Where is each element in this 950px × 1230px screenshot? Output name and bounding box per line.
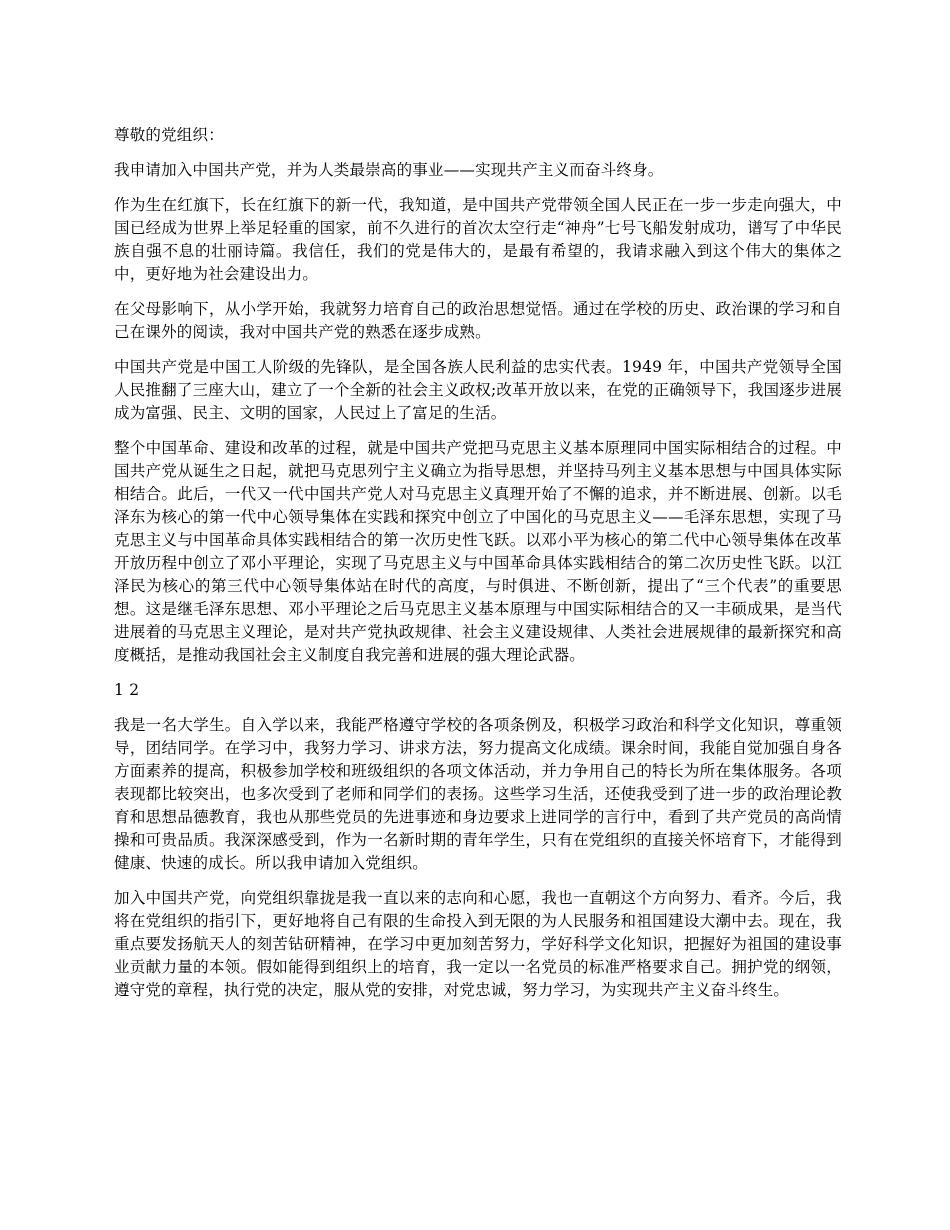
- paragraph-background: 作为生在红旗下，长在红旗下的新一代，我知道，是中国共产党带领全国人民正在一步一步走向强大，中国已经成为世界上举足轻重的国家，前不久进行的首次太空行走“神舟”七号飞船发射成功，谱写了中华民族自强不息的壮丽诗篇。我信任，我们的党是伟大的，是最有希望的，我请求融入到这个伟大的集体之中，更好地为社会建设出力。: [114, 196, 842, 283]
- salutation: 尊敬的党组织：: [114, 126, 224, 144]
- page-marker: 1 2: [114, 681, 140, 699]
- paragraph-commitment: 加入中国共产党，向党组织靠拢是我一直以来的志向和心愿，我也一直朝这个方向努力、看齐。今后，我将在党组织的指引下，更好地将自己有限的生命投入到无限的为人民服务和祖国建设大潮中去。现在，我重点要发扬航天人的刻苦钻研精神，在学习中更加刻苦努力，学好科学文化知识，把握好为祖国的建设事业贡献力量的本领。假如能得到组织上的培育，我一定以一名党员的标准严格要求自己。拥护党的纲领，遵守党的章程，执行党的决定，服从党的安排，对党忠诚，努力学习，为实现共产主义奋斗终生。: [114, 889, 842, 999]
- paragraph-upbringing: 在父母影响下，从小学开始，我就努力培育自己的政治思想觉悟。通过在学校的历史、政治课的学习和自己在课外的阅读，我对中国共产党的熟悉在逐步成熟。: [114, 300, 842, 341]
- document-body: [114, 124, 842, 1014]
- paragraph-party-history: 中国共产党是中国工人阶级的先锋队，是全国各族人民利益的忠实代表。1949 年，中国共产党领导全国人民推翻了三座大山，建立了一个全新的社会主义政权;改革开放以来，在党的正确领导下，我国逐步进展成为富强、民主、文明的国家，人民过上了富足的生活。: [114, 358, 842, 422]
- paragraph-theory: 整个中国革命、建设和改革的过程，就是中国共产党把马克思主义基本原理同中国实际相结合的过程。中国共产党从诞生之日起，就把马克思列宁主义确立为指导思想，并坚持马列主义基本思想与中国具体实际相结合。此后，一代又一代中国共产党人对马克思主义真理开始了不懈的追求，并不断进展、创新。以毛泽东为核心的第一代中心领导集体在实践和探究中创立了中国化的马克思主义——毛泽东思想，实现了马克思主义与中国革命具体实践相结合的第一次历史性飞跃。以邓小平为核心的第二代中心领导集体在改革开放历程中创立了邓小平理论，实现了马克思主义与中国革命具体实践相结合的第二次历史性飞跃。以江泽民为核心的第三代中心领导集体站在时代的高度，与时俱进、不断创新，提出了“三个代表”的重要思想。这是继毛泽东思想、邓小平理论之后马克思主义基本原理与中国实际相结合的又一丰硕成果，是当代进展着的马克思主义理论，是对共产党执政规律、社会主义建设规律、人类社会进展规律的最新探究和高度概括，是推动我国社会主义制度自我完善和进展的强大理论武器。: [114, 439, 842, 664]
- paragraph-student-life: 我是一名大学生。自入学以来，我能严格遵守学校的各项条例及，积极学习政治和科学文化知识，尊重领导，团结同学。在学习中，我努力学习、讲求方法，努力提高文化成绩。课余时间，我能自觉加强自身各方面素养的提高，积极参加学校和班级组织的各项文体活动，并力争用自己的特长为所在集体服务。各项表现都比较突出，也多次受到了老师和同学们的表扬。这些学习生活，还使我受到了进一步的政治理论教育和思想品德教育，我也从那些党员的先进事迹和身边要求上进同学的言行中，看到了共产党员的高尚情操和可贵品质。我深深感受到，作为一名新时期的青年学生，只有在党组织的直接关怀培育下，才能得到健康、快速的成长。所以我申请加入党组织。: [114, 716, 842, 872]
- paragraph-pledge: 我申请加入中国共产党，并为人类最崇高的事业——实现共产主义而奋斗终身。: [114, 161, 664, 179]
